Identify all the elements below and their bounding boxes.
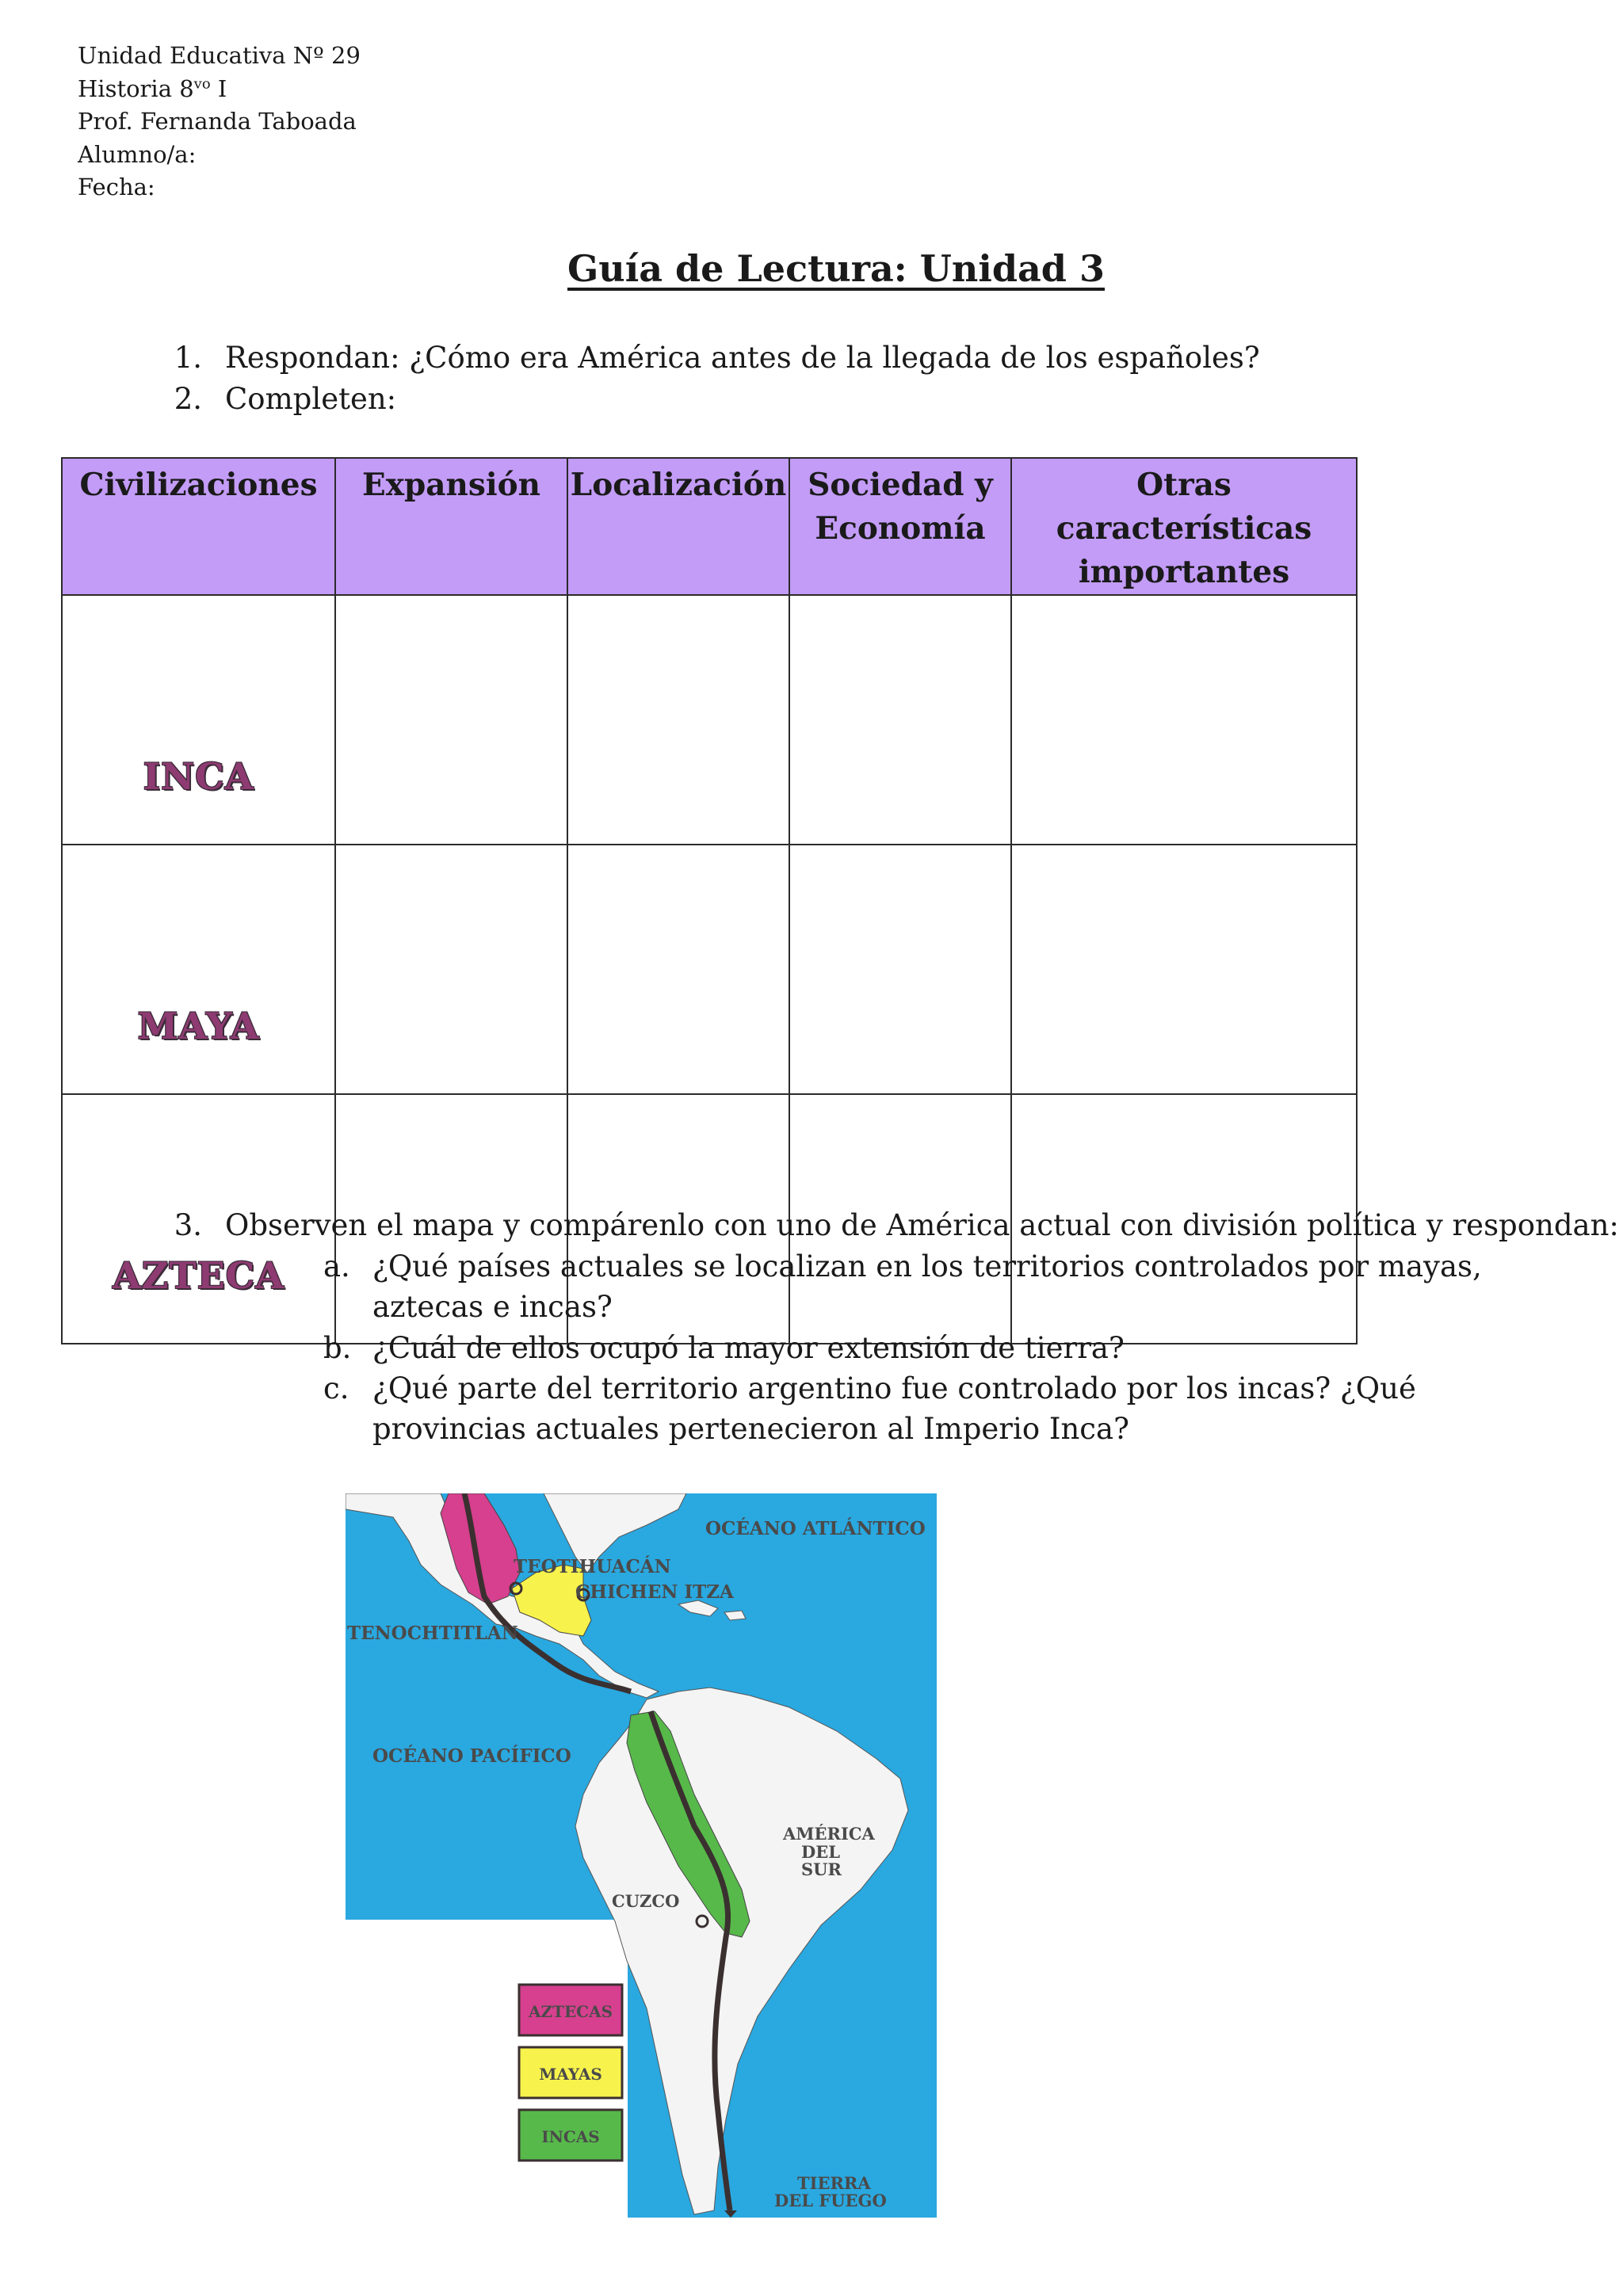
teacher-name: Prof. Fernanda Taboada bbox=[78, 108, 357, 135]
page-title: Guía de Lectura: Unidad 3 bbox=[567, 247, 1105, 290]
civilization-azteca: AZTECA bbox=[113, 1254, 285, 1297]
label-tierra-1: TIERRA bbox=[797, 2173, 871, 2193]
answer-cell[interactable] bbox=[567, 595, 789, 845]
civilization-inca: INCA bbox=[143, 755, 254, 798]
answer-cell[interactable] bbox=[1011, 595, 1357, 845]
label-america-3: SUR bbox=[801, 1859, 842, 1879]
label-cuzco: CUZCO bbox=[612, 1891, 680, 1911]
header-expansion: Expansión bbox=[335, 458, 567, 595]
legend-incas: INCAS bbox=[541, 2127, 600, 2146]
worksheet-header bbox=[78, 40, 361, 204]
student-field: Alumno/a: bbox=[78, 140, 197, 168]
label-tierra-2: DEL FUEGO bbox=[774, 2191, 887, 2210]
america-map bbox=[346, 1493, 937, 2218]
header-localizacion: Localización bbox=[567, 458, 789, 595]
school-name: Unidad Educativa Nº 29 bbox=[78, 42, 361, 69]
label-america-2: DEL bbox=[801, 1842, 840, 1862]
civilization-cell bbox=[62, 845, 335, 1094]
answer-cell[interactable] bbox=[335, 845, 567, 1094]
answer-cell[interactable] bbox=[1011, 845, 1357, 1094]
label-teotihuacan: TEOTIHUACÁN bbox=[514, 1556, 671, 1577]
label-america-1: AMÉRICA bbox=[783, 1824, 875, 1844]
table-row bbox=[62, 845, 1357, 1094]
date-field: Fecha: bbox=[78, 174, 155, 200]
label-pacific: OCÉANO PACÍFICO bbox=[372, 1745, 571, 1767]
table-row bbox=[62, 595, 1357, 845]
civilization-maya: MAYA bbox=[137, 1005, 260, 1047]
table-header-row bbox=[62, 458, 1357, 595]
header-sociedad-economia: Sociedad y Economía bbox=[789, 458, 1011, 595]
header-otras-caracteristicas: Otras características importantes bbox=[1011, 458, 1357, 595]
legend-aztecas: AZTECAS bbox=[528, 2002, 613, 2021]
answer-cell[interactable] bbox=[567, 845, 789, 1094]
civilization-cell bbox=[62, 595, 335, 845]
answer-cell[interactable] bbox=[335, 595, 567, 845]
label-atlantic: OCÉANO ATLÁNTICO bbox=[705, 1518, 926, 1539]
label-tenochtitlan: TENOCHTITLAN bbox=[347, 1623, 518, 1644]
header-civilizaciones: Civilizaciones bbox=[62, 458, 335, 595]
legend-mayas: MAYAS bbox=[539, 2065, 602, 2084]
subject-line: Historia $8^{vo}$ I bbox=[78, 74, 227, 102]
label-chichen-itza: CHICHEN ITZA bbox=[575, 1581, 734, 1603]
answer-cell[interactable] bbox=[789, 595, 1011, 845]
answer-cell[interactable] bbox=[789, 845, 1011, 1094]
